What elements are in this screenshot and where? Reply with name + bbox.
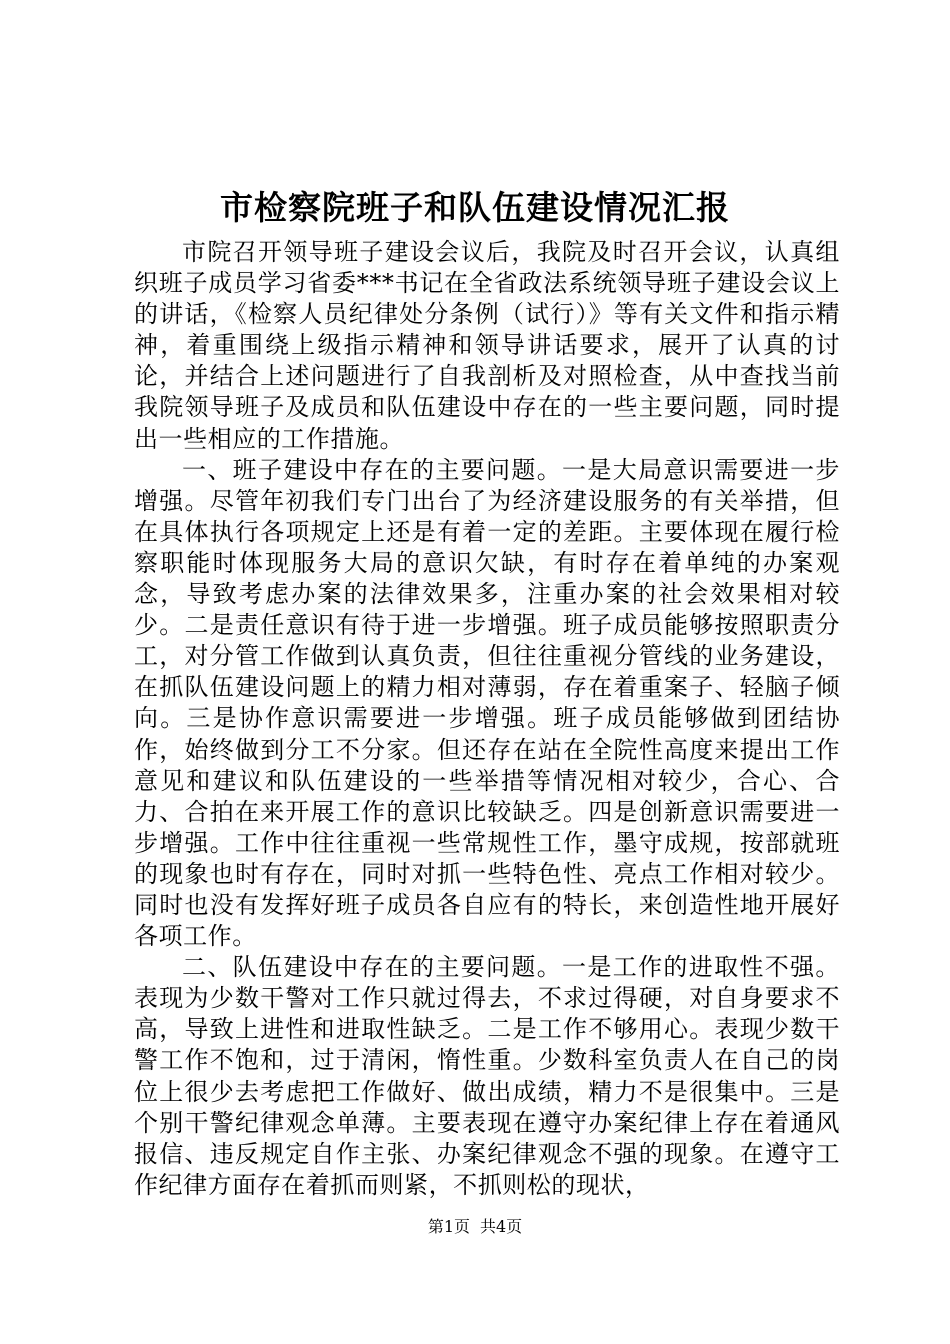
paragraph-section-2: 二、队伍建设中存在的主要问题。一是工作的进取性不强。表现为少数干警对工作只就过得去，不求过得硬，对自身要求不高，导致上进性和进取性缺乏。二是工作不够用心。表现少数干警工作不饱和，过于清闲，惰性重。少数科室负责人在自己的岗位上很少去考虑把工作做好、做出成绩，精力不是很集中。三是个别干警纪律观念单薄。主要表现在遵守办案纪律上存在着通风报信、违反规定自作主张、办案纪律观念不强的现象。在遵守工作纪律方面存在着抓而则紧，不抓则松的现状， [134, 953, 840, 1199]
document-body [134, 237, 840, 1201]
page-count: 共4页 [480, 1217, 523, 1236]
paragraph-section-1: 一、班子建设中存在的主要问题。一是大局意识需要进一步增强。尽管年初我们专门出台了为经济建设服务的有关举措，但在具体执行各项规定上还是有着一定的差距。主要体现在履行检察职能时体现服务大局的意识欠缺，有时存在着单纯的办案观念，导致考虑办案的法律效果多，注重办案的社会效果相对较少。二是责任意识有待于进一步增强。班子成员能够按照职责分工，对分管工作做到认真负责，但往往重视分管线的业务建设，在抓队伍建设问题上的精力相对薄弱，存在着重案子、轻脑子倾向。三是协作意识需要进一步增强。班子成员能够做到团结协作，始终做到分工不分家。但还存在站在全院性高度来提出工作意见和建议和队伍建设的一些举措等情况相对较少，合心、合力、合拍在来开展工作的意识比较缺乏。四是创新意识需要进一步增强。工作中往往重视一些常规性工作，墨守成规，按部就班的现象也时有存在，同时对抓一些特色性、亮点工作相对较少。同时也没有发挥好班子成员各自应有的特长，来创造性地开展好各项工作。 [134, 455, 840, 951]
paragraph-intro: 市院召开领导班子建设会议后，我院及时召开会议，认真组织班子成员学习省委***书记在全省政法系统领导班子建设会议上的讲话，《检察人员纪律处分条例（试行）》等有关文件和指示精神，着重围绕上级指示精神和领导讲话要求，展开了认真的讨论，并结合上述问题进行了自我剖析及对照检查，从中查找当前我院领导班子及成员和队伍建设中存在的一些主要问题，同时提出一些相应的工作措施。 [134, 238, 840, 453]
document-title: 市检察院班子和队伍建设情况汇报 [220, 188, 730, 227]
page-number: 第1页 [427, 1217, 470, 1236]
page-footer [0, 1215, 950, 1239]
